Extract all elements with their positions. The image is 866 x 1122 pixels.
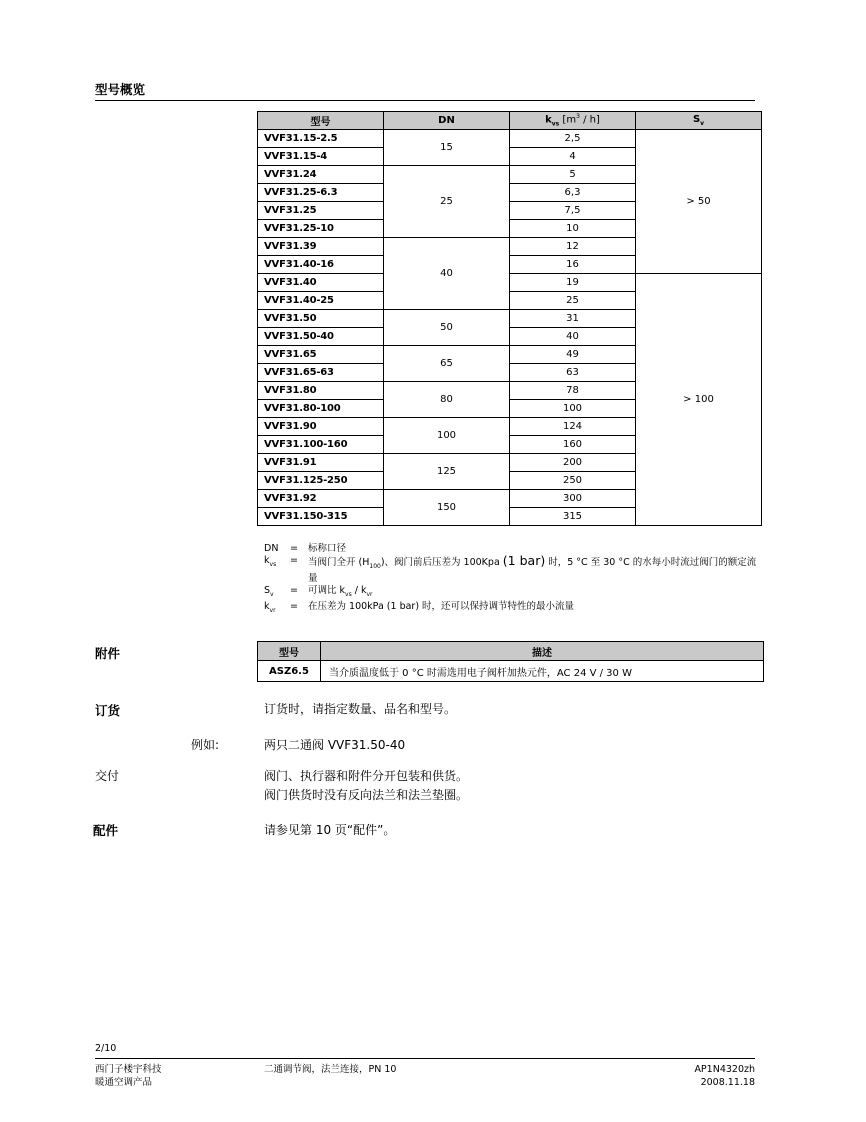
legend-text: 可调比 $k_{vs} / k_{vr}$	[308, 584, 373, 598]
legend-row	[264, 601, 758, 617]
kvs-cell: 160	[510, 436, 636, 454]
table-row	[258, 130, 762, 148]
footer-document-title: 二通调节阀，法兰连接，PN 10	[264, 1064, 397, 1075]
page-number: 2/10	[95, 1043, 117, 1054]
model-cell: VVF31.100-160	[258, 436, 384, 454]
footer-date: 2008.11.18	[700, 1077, 755, 1088]
kvs-cell: 4	[510, 148, 636, 166]
dn-cell: 50	[384, 310, 510, 346]
legend-text: 在压差为 100kPa (1 bar) 时，还可以保持调节特性的最小流量	[308, 600, 575, 612]
legend	[264, 543, 758, 617]
model-cell: VVF31.24	[258, 166, 384, 184]
model-cell: VVF31.50-40	[258, 328, 384, 346]
footer-divider	[95, 1058, 755, 1059]
kvs-cell: 300	[510, 490, 636, 508]
kvs-cell: 10	[510, 220, 636, 238]
kvs-cell: 12	[510, 238, 636, 256]
model-cell: VVF31.50	[258, 310, 384, 328]
kvs-cell: 2,5	[510, 130, 636, 148]
kvs-cell: 49	[510, 346, 636, 364]
accessories-table	[257, 641, 764, 682]
model-cell: VVF31.40-25	[258, 292, 384, 310]
legend-equals: =	[290, 555, 298, 566]
sv-cell: > 100	[636, 274, 762, 526]
model-cell: VVF31.15-4	[258, 148, 384, 166]
model-cell: VVF31.80	[258, 382, 384, 400]
kvs-cell: 7,5	[510, 202, 636, 220]
accessories-title: 附件	[95, 646, 121, 661]
accessory-description-cell: 当介质温度低于 0 °C 时需选用电子阀杆加热元件，AC 24 V / 30 W	[321, 661, 764, 682]
kvs-cell: 25	[510, 292, 636, 310]
accessory-model-cell: ASZ6.5	[258, 661, 321, 682]
header-description: 描述	[321, 642, 764, 661]
header-divider	[95, 100, 755, 101]
legend-equals: =	[290, 600, 298, 612]
header-kvs: $k_{vs}$ $[m^3 / h]$	[510, 112, 636, 130]
legend-text: 标称口径	[308, 543, 347, 554]
kvs-cell: 63	[510, 364, 636, 382]
dn-cell: 80	[384, 382, 510, 418]
footer-company-line-1: 西门子楼宇科技	[95, 1064, 162, 1075]
ordering-example-text: 两只二通阀 VVF31.50-40	[264, 738, 406, 752]
table-row	[258, 274, 762, 292]
delivery-title: 交付	[95, 769, 120, 783]
model-cell: VVF31.91	[258, 454, 384, 472]
ordering-example-label: 例如:	[191, 738, 220, 752]
legend-symbol: $k_{vr}$	[264, 600, 276, 614]
table-row	[258, 661, 764, 682]
model-cell: VVF31.25-6.3	[258, 184, 384, 202]
dn-cell: 125	[384, 454, 510, 490]
model-cell: VVF31.40-16	[258, 256, 384, 274]
dn-cell: 25	[384, 166, 510, 238]
overview-title: 型号概览	[95, 82, 146, 97]
delivery-line-1: 阀门、执行器和附件分开包装和供货。	[264, 769, 469, 783]
sv-cell: > 50	[636, 130, 762, 274]
legend-symbol: $S_v$	[264, 584, 274, 598]
model-cell: VVF31.25-10	[258, 220, 384, 238]
kvs-cell: 78	[510, 382, 636, 400]
model-cell: VVF31.15-2.5	[258, 130, 384, 148]
header-model: 型号	[258, 642, 321, 661]
kvs-cell: 16	[510, 256, 636, 274]
dn-cell: 65	[384, 346, 510, 382]
model-cell: VVF31.40	[258, 274, 384, 292]
header-dn: DN	[384, 112, 510, 130]
dn-cell: 100	[384, 418, 510, 454]
model-overview-table	[257, 111, 762, 526]
dn-cell: 15	[384, 130, 510, 166]
legend-equals: =	[290, 543, 298, 554]
model-cell: VVF31.80-100	[258, 400, 384, 418]
kvs-cell: 19	[510, 274, 636, 292]
spare-parts-text: 请参见第 10 页“配件”。	[264, 823, 396, 837]
kvs-cell: 6,3	[510, 184, 636, 202]
kvs-cell: 31	[510, 310, 636, 328]
kvs-cell: 315	[510, 508, 636, 526]
delivery-line-2: 阀门供货时没有反向法兰和法兰垫圈。	[264, 788, 469, 802]
ordering-title: 订货	[95, 703, 121, 718]
kvs-cell: 124	[510, 418, 636, 436]
model-cell: VVF31.150-315	[258, 508, 384, 526]
kvs-cell: 100	[510, 400, 636, 418]
model-cell: VVF31.39	[258, 238, 384, 256]
model-cell: VVF31.65	[258, 346, 384, 364]
kvs-cell: 200	[510, 454, 636, 472]
model-cell: VVF31.92	[258, 490, 384, 508]
legend-symbol: $k_{vs}$	[264, 555, 277, 568]
legend-text: 当阀门全开 $(H_{100})$、阀门前后压差为 100Kpa (1 bar) 时，5 °C 至 30 °C 的水每小时流过阀门的额定流量	[308, 553, 757, 584]
kvs-cell: 40	[510, 328, 636, 346]
footer-company-line-2: 暖通空调产品	[95, 1077, 153, 1088]
kvs-cell: 250	[510, 472, 636, 490]
model-cell: VVF31.90	[258, 418, 384, 436]
header-sv: $S_v$	[636, 112, 762, 130]
legend-row	[264, 555, 758, 585]
legend-row	[264, 585, 758, 601]
spare-parts-title: 配件	[93, 823, 119, 838]
footer-document-id: AP1N4320zh	[694, 1064, 755, 1075]
header-model: 型号	[258, 112, 384, 130]
dn-cell: 150	[384, 490, 510, 526]
legend-symbol: DN	[264, 543, 279, 554]
ordering-text: 订货时，请指定数量、品名和型号。	[264, 702, 457, 716]
model-cell: VVF31.25	[258, 202, 384, 220]
model-cell: VVF31.65-63	[258, 364, 384, 382]
legend-equals: =	[290, 584, 298, 596]
model-cell: VVF31.125-250	[258, 472, 384, 490]
kvs-cell: 5	[510, 166, 636, 184]
dn-cell: 40	[384, 238, 510, 310]
